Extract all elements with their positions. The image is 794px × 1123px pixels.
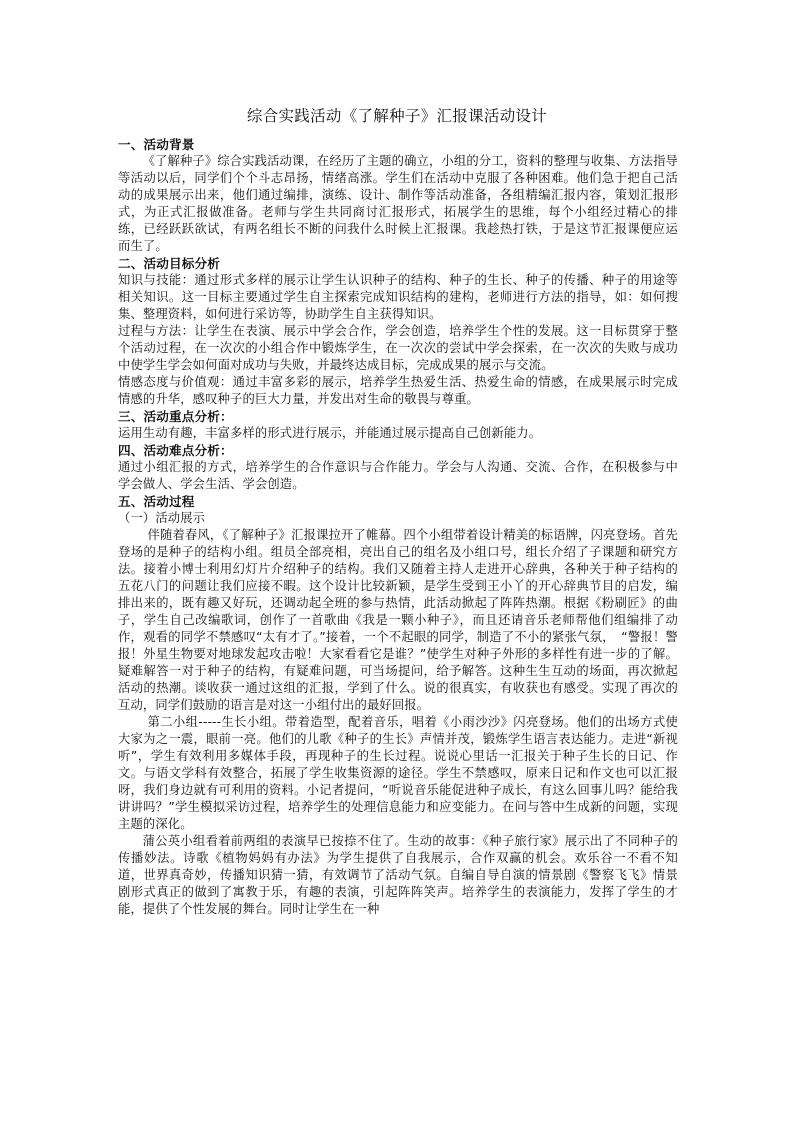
section-heading-background: 一、活动背景 bbox=[118, 137, 195, 152]
subsection-heading-showcase: （一）活动展示 bbox=[118, 511, 206, 525]
process-paragraph-group2: 第二小组-----生长小组。带着造型，配着音乐，唱着《小雨沙沙》闪亮登场。他们的出场方式使大家为之一震，眼前一亮。他们的儿歌《种子的生长》声情并茂，锻炼学生语言表达能力。走进“新视听”，学生有效利用多媒体手段，再现种子的生长过程。说说心里话一汇报关于种子生长的日记、作文。与语文学科有效整合，拓展了学生收集资源的途径。学生不禁感叹，原来日记和作文也可以汇报呀，我们身边就有可利用的资料。小记者提问，“听说音乐能促进种子成长，有这么回事儿吗？能给我讲讲吗？”学生模拟采访过程，培养学生的处理信息能力和应变能力。在问与答中生成新的问题，实现主题的深化。 bbox=[118, 715, 678, 831]
section-heading-goals: 二、活动目标分析 bbox=[118, 256, 220, 271]
section-heading-process: 五、活动过程 bbox=[118, 494, 195, 509]
section-heading-difficulties: 四、活动难点分析： bbox=[118, 443, 233, 458]
section-heading-key-points: 三、活动重点分析： bbox=[118, 409, 233, 424]
process-paragraph-group1: 伴随着春风，《了解种子》汇报课拉开了帷幕。四个小组带着设计精美的标语牌，闪亮登场。首先登场的是种子的结构小组。组员全部亮相，亮出自己的组名及小组口号，组长介绍了子课题和研究方法。接着小博士利用幻灯片介绍种子的结构。我们又随着主持人走进开心辞典，各种关于种子结构的五花八门的问题让我们应接不暇。这个设计比较新颖，是学生受到王小丫的开心辞典节目的启发，编排出来的，既有趣又好玩，还调动起全班的参与热情，此活动掀起了阵阵热潮。根据《粉刷匠》的曲子，学生自己改编歌词，创作了一首歌曲《我是一颗小种子》，而且还请音乐老师帮他们组编排了动作，观看的同学不禁感叹“太有才了。”接着，一个不起眼的同学，制造了不小的紧张气氛， “警报！警报！外星生物要对地球发起攻击啦！大家看看它是谁？”使学生对种子外形的多样性有进一步的了解。疑难解答一对于种子的结构，有疑难问题，可当场提问，给予解答。这种生生互动的场面，再次掀起活动的热潮。谈收获一通过这组的汇报，学到了什么。说的很真实，有收获也有感受。实现了再次的互动，同学们鼓励的语言是对这一小组付出的最好回报。 bbox=[118, 528, 678, 712]
document-body bbox=[118, 136, 678, 918]
background-paragraph: 《了解种子》综合实践活动课，在经历了主题的确立，小组的分工，资料的整理与收集、方法指导等活动以后，同学们个个斗志昂扬，情绪高涨。学生们在活动中克服了各种困难。他们急于把自己活动的成果展示出来，他们通过编排，演练、设计、制作等活动准备，各组精编汇报内容，策划汇报形式，为正式汇报做准备。老师与学生共同商讨汇报形式，拓展学生的思维，每个小组经过精心的排练，已经跃跃欲试，有两名组长不断的问我什么时候上汇报课。我趁热打铁，于是这节汇报课便应运而生了。 bbox=[118, 154, 678, 253]
process-paragraph-group3: 蒲公英小组看着前两组的表演早已按捺不住了。生动的故事：《种子旅行家》展示出了不同种子的传播妙法。诗歌《植物妈妈有办法》为学生提供了自我展示，合作双赢的机会。欢乐谷一不看不知道，世界真奇妙，传播知识猜一猜，有效调节了活动气氛。自编自导自演的情景剧《警察飞飞》情景剧形式真正的做到了寓教于乐，有趣的表演，引起阵阵笑声。培养学生的表演能力，发挥了学生的才能，提供了个性发展的舞台。同时让学生在一种 bbox=[118, 834, 678, 916]
goal-emotion-paragraph: 情感态度与价值观：通过丰富多彩的展示，培养学生热爱生活、热爱生命的情感，在成果展示时完成情感的升华，感叹种子的巨大力量，并发出对生命的敬畏与尊重。 bbox=[118, 375, 678, 406]
goal-process-paragraph: 过程与方法：让学生在表演、展示中学会合作，学会创造，培养学生个性的发展。这一目标贯穿于整个活动过程，在一次次的小组合作中锻炼学生，在一次次的尝试中学会探索，在一次次的失败与成功中使学生学会如何面对成功与失败，并最终达成目标，完成成果的展示与交流。 bbox=[118, 324, 678, 372]
page-title: 综合实践活动《了解种子》汇报课活动设计 bbox=[246, 107, 548, 125]
goal-knowledge-paragraph: 知识与技能：通过形式多样的展示让学生认识种子的结构、种子的生长、种子的传播、种子的用途等相关知识。这一目标主要通过学生自主探索完成知识结构的建构，老师进行方法的指导，如：如何搜集、整理资料，如何进行采访等，协助学生自主获得知识。 bbox=[118, 273, 678, 321]
difficulties-paragraph: 通过小组汇报的方式，培养学生的合作意识与合作能力。学会与人沟通、交流、合作，在积极参与中学会做人、学会生活、学会创造。 bbox=[118, 460, 678, 491]
key-points-paragraph: 运用生动有趣，丰富多样的形式进行展示，并能通过展示提高自己创新能力。 bbox=[118, 426, 542, 440]
